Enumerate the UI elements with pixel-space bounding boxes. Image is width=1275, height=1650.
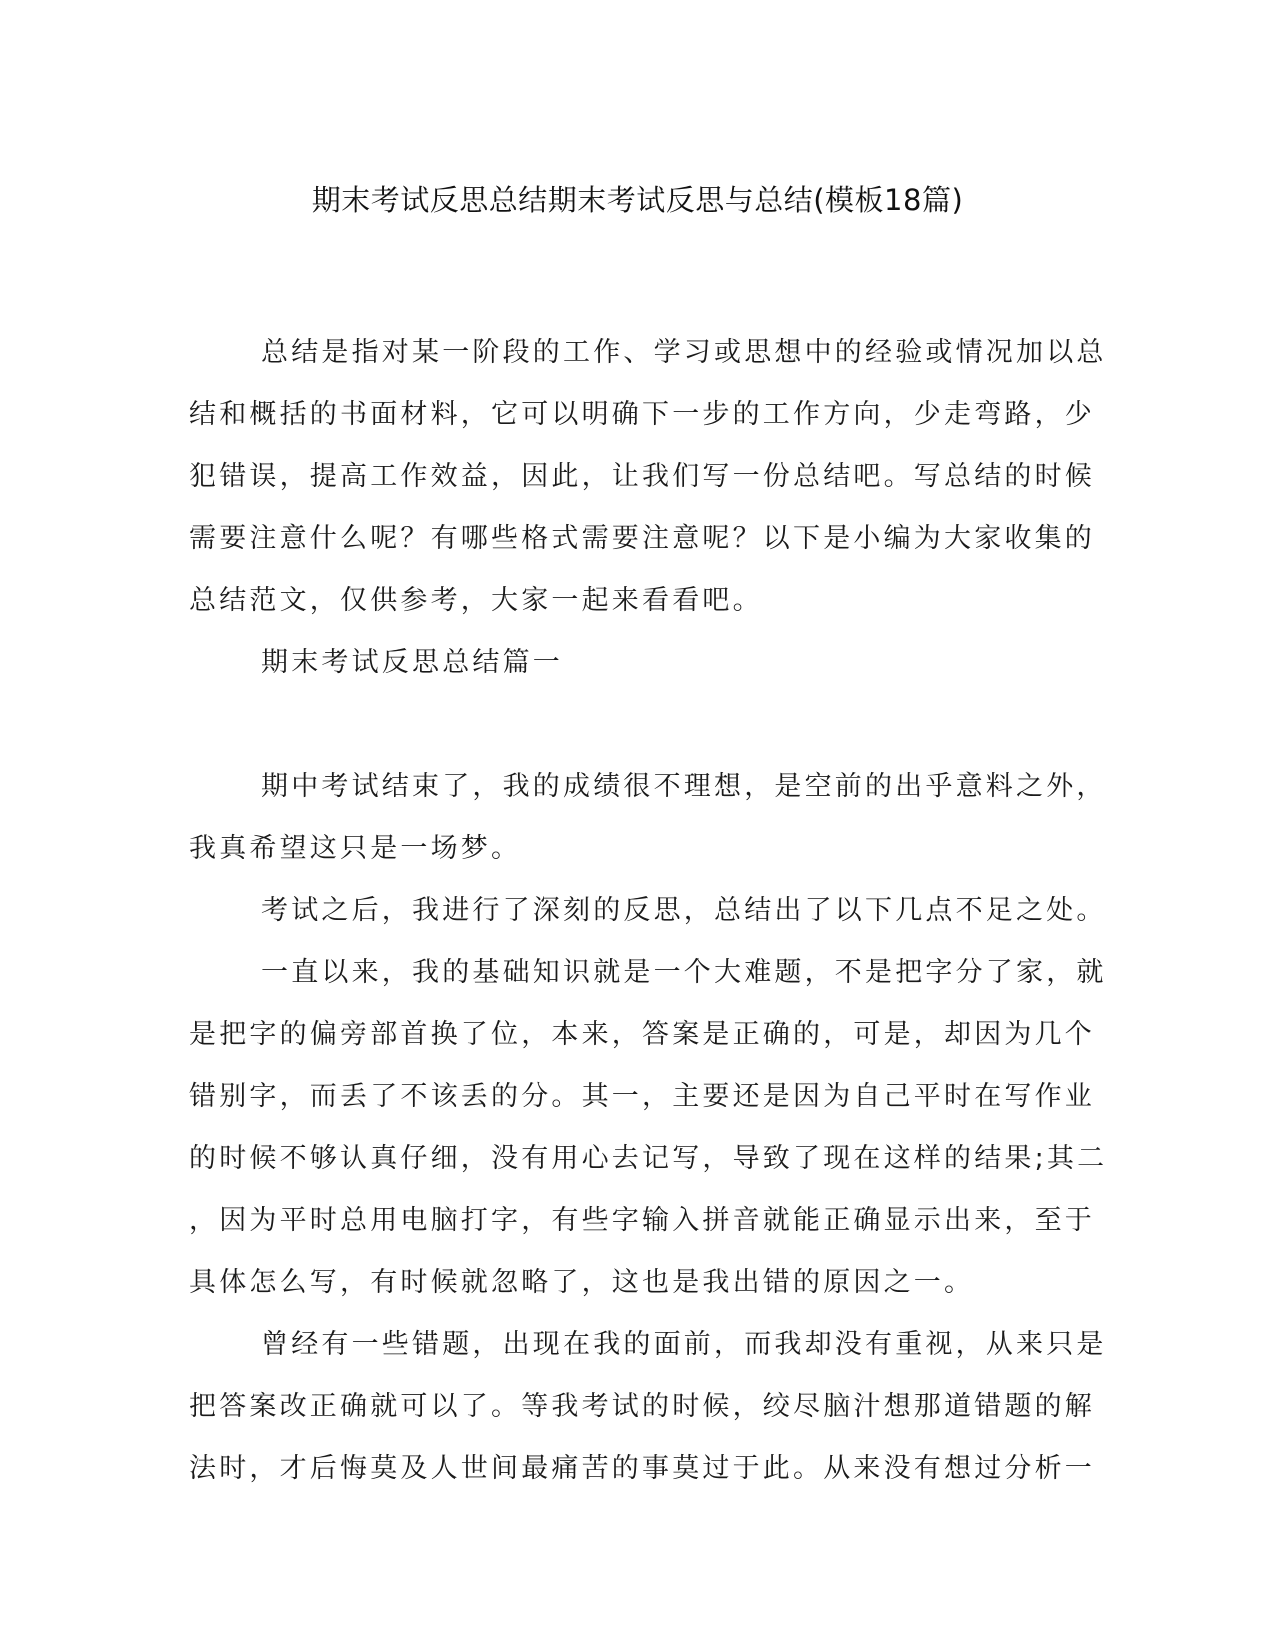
paragraph-line: 结和概括的书面材料，它可以明确下一步的工作方向，少走弯路，少 [189, 399, 1095, 430]
section-heading: 期末考试反思总结篇一 [261, 647, 563, 678]
paragraph-line: 期中考试结束了，我的成绩很不理想，是空前的出乎意料之外， [261, 771, 1107, 802]
paragraph-line: 的时候不够认真仔细，没有用心去记写，导致了现在这样的结果;其二 [189, 1143, 1108, 1174]
paragraph-line: 是把字的偏旁部首换了位，本来，答案是正确的，可是，却因为几个 [189, 1019, 1095, 1050]
paragraph-line: 总结是指对某一阶段的工作、学习或思想中的经验或情况加以总 [261, 337, 1107, 368]
paragraph-line: 把答案改正确就可以了。等我考试的时候，绞尽脑汁想那道错题的解 [189, 1391, 1095, 1422]
paragraph-line: 犯错误，提高工作效益，因此，让我们写一份总结吧。写总结的时候 [189, 461, 1095, 492]
document-title: 期末考试反思总结期末考试反思与总结(模板18篇) [311, 183, 964, 217]
paragraph-line: 我真希望这只是一场梦。 [189, 833, 522, 864]
document-body [189, 322, 1108, 1500]
paragraph-line: 法时，才后悔莫及人世间最痛苦的事莫过于此。从来没有想过分析一 [189, 1453, 1095, 1484]
paragraph-line: ，因为平时总用电脑打字，有些字输入拼音就能正确显示出来，至于 [189, 1205, 1095, 1236]
paragraph-line: 需要注意什么呢？有哪些格式需要注意呢？以下是小编为大家收集的 [189, 523, 1095, 554]
paragraph-line: 总结范文，仅供参考，大家一起来看看吧。 [189, 585, 763, 616]
paragraph-line: 错别字，而丢了不该丢的分。其一，主要还是因为自己平时在写作业 [189, 1081, 1095, 1112]
paragraph-line: 具体怎么写，有时候就忽略了，这也是我出错的原因之一。 [189, 1267, 975, 1298]
paragraph-line: 曾经有一些错题，出现在我的面前，而我却没有重视，从来只是 [261, 1329, 1107, 1360]
paragraph-line: 考试之后，我进行了深刻的反思，总结出了以下几点不足之处。 [261, 895, 1107, 926]
blank-line [189, 694, 1089, 756]
paragraph-line: 一直以来，我的基础知识就是一个大难题，不是把字分了家，就 [261, 957, 1107, 988]
